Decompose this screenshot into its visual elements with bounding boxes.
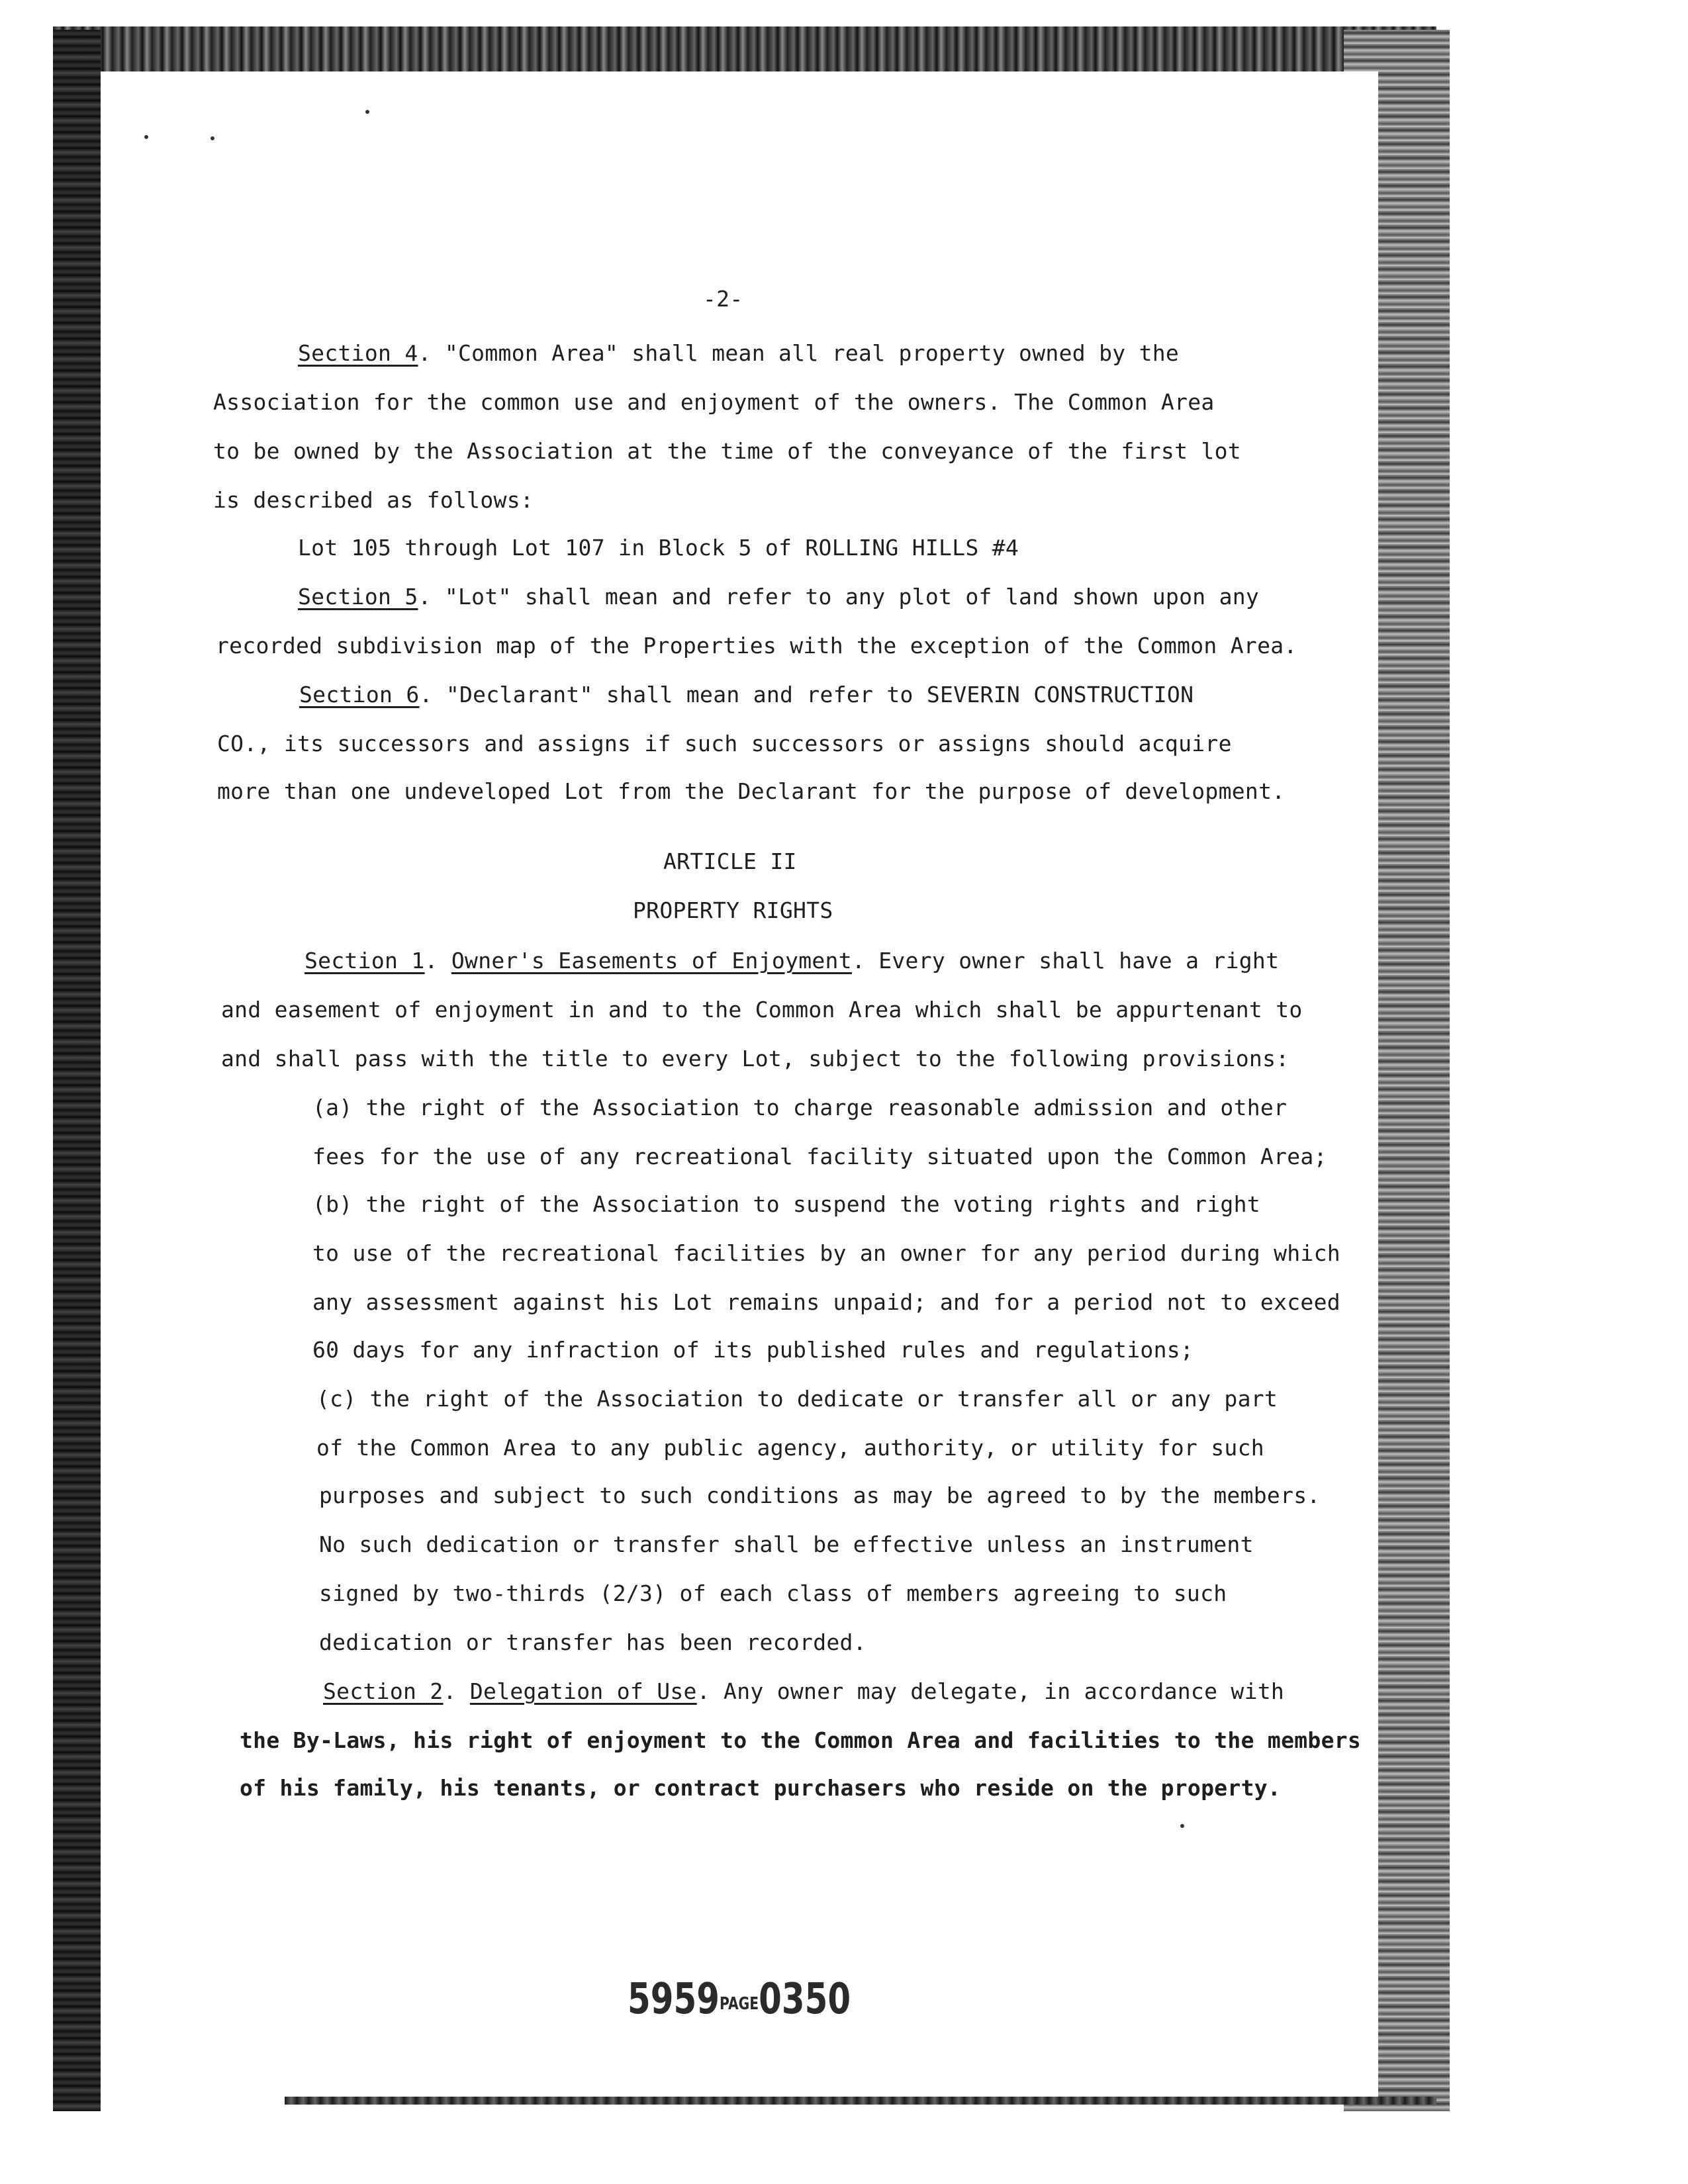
provision-c-line-4: No such dedication or transfer shall be effective unless an instrument — [319, 1531, 1254, 1557]
section-5-line-2: recorded subdivision map of the Properties with the exception of the Common Area. — [216, 633, 1297, 659]
scan-border-bottom — [285, 2097, 1436, 2105]
provision-c-line-5: signed by two-thirds (2/3) of each class of members agreeing to such — [319, 1580, 1227, 1606]
provision-c-line-3: purposes and subject to such conditions as may be agreed to by the members. — [319, 1482, 1321, 1508]
book-number: 5959 — [628, 1975, 720, 2024]
section-6-line-1: Section 6. "Declarant" shall mean and refer to SEVERIN CONSTRUCTION — [299, 682, 1194, 707]
a2s2-subheading: Delegation of Use — [469, 1678, 697, 1704]
section-4-line-2: Association for the common use and enjoyment of the owners. The Common Area — [213, 389, 1215, 415]
scan-speck — [144, 135, 148, 139]
article-title: PROPERTY RIGHTS — [633, 897, 833, 923]
page-number: -2- — [703, 286, 743, 312]
section-5-line-1: Section 5. "Lot" shall mean and refer to any plot of land shown upon any — [298, 584, 1260, 610]
provision-b-line-2: to use of the recreational facilities by an owner for any period during which — [312, 1240, 1340, 1266]
a2s2-line-3: of his family, his tenants, or contract purchasers who reside on the property. — [240, 1775, 1282, 1801]
scan-border-left — [53, 30, 101, 2111]
scan-border-top — [53, 26, 1436, 73]
article-number: ARTICLE II — [663, 848, 797, 874]
provision-b-line-4: 60 days for any infraction of its published rules and regulations; — [312, 1337, 1194, 1363]
a2s1-subheading: Owner's Easements of Enjoyment — [451, 948, 852, 974]
provision-c-line-2: of the Common Area to any public agency, authority, or utility for such — [316, 1435, 1264, 1461]
a2s1-heading: Section 1 — [305, 948, 425, 974]
section-4-line-3: to be owned by the Association at the time of the conveyance of the first lot — [213, 438, 1241, 464]
provision-c-line-1: (c) the right of the Association to dedicate or transfer all or any part — [316, 1386, 1278, 1412]
recording-stamp — [628, 1976, 851, 2027]
a2s2-line-1: Section 2. Delegation of Use. Any owner may delegate, in accordance with — [323, 1678, 1285, 1704]
provision-a-line-1: (a) the right of the Association to charge reasonable admission and other — [312, 1095, 1288, 1120]
section-4-line-1: Section 4. "Common Area" shall mean all real property owned by the — [298, 340, 1180, 366]
section-4-heading: Section 4 — [298, 340, 418, 366]
recorded-page-number: 0350 — [759, 1975, 851, 2024]
section-5-heading: Section 5 — [298, 584, 418, 610]
provision-a-line-2: fees for the use of any recreational facility situated upon the Common Area; — [312, 1144, 1327, 1169]
scan-speck — [365, 110, 369, 114]
provision-c-line-6: dedication or transfer has been recorded. — [319, 1629, 867, 1655]
section-4-line-4: is described as follows: — [213, 487, 534, 513]
a2s1-line-2: and easement of enjoyment in and to the Common Area which shall be appurtenant to — [221, 997, 1303, 1023]
a2s1-line-3: and shall pass with the title to every Lot, subject to the following provisions: — [221, 1046, 1289, 1071]
provision-b-line-3: any assessment against his Lot remains unpaid; and for a period not to exceed — [312, 1289, 1340, 1315]
section-6-line-3: more than one undeveloped Lot from the Declarant for the purpose of development. — [217, 778, 1286, 804]
a2s2-heading: Section 2 — [323, 1678, 444, 1704]
scan-speck — [211, 136, 214, 140]
a2s2-line-2: the By-Laws, his right of enjoyment to the Common Area and facilities to the members — [240, 1727, 1362, 1753]
common-area-lots: Lot 105 through Lot 107 in Block 5 of ROLLING HILLS #4 — [298, 535, 1019, 561]
provision-b-line-1: (b) the right of the Association to suspend the voting rights and right — [312, 1191, 1260, 1217]
page-label: PAGE — [719, 1994, 759, 2014]
section-6-line-2: CO., its successors and assigns if such successors or assigns should acquire — [217, 731, 1232, 756]
scan-speck — [1180, 1824, 1184, 1828]
a2s1-line-1: Section 1. Owner's Easements of Enjoyment. Every owner shall have a right — [305, 948, 1280, 974]
section-6-heading: Section 6 — [299, 682, 420, 707]
